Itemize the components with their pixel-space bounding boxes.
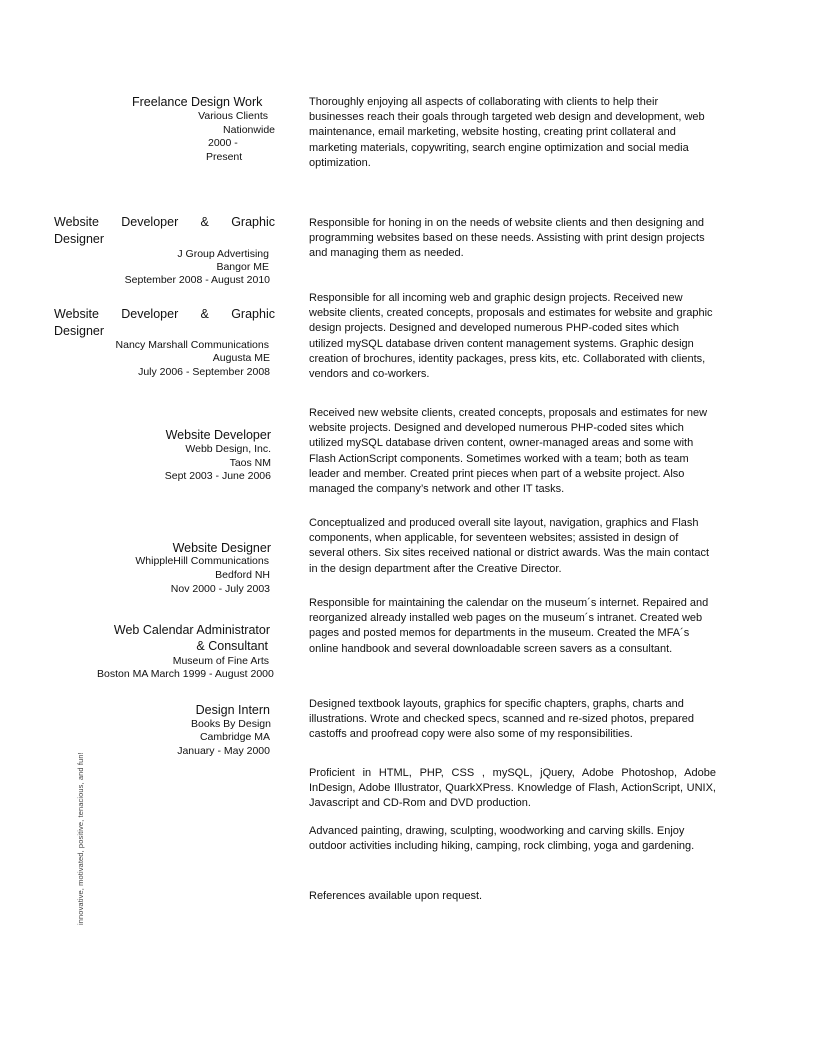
job-title: Design Intern: [195, 703, 270, 717]
job-description: Conceptualized and produced overall site layout, navigation, graphics and Flash components, when applicable, for seventeen websites; assisted in design of several others. Six sites received national or district awards. Was the main contact in the design department after the Creative Director.: [309, 517, 710, 575]
company-name: Webb Design, Inc.: [185, 443, 271, 455]
job-location: Augusta ME: [212, 352, 270, 364]
job-location: Taos NM: [229, 457, 271, 469]
skills-text: Proficient in HTML, PHP, CSS , mySQL, jQuery, Adobe Photoshop, Adobe InDesign, Adobe Illustrator, QuarkXPress. Knowledge of Flash, ActionScript, UNIX, Javascript and CD-Rom and DVD production.: [309, 767, 716, 810]
job-title: Website Developer: [165, 428, 271, 442]
job-title: Web Calendar Administrator: [113, 623, 270, 637]
job-title-line2: & Consultant: [196, 639, 268, 653]
job-title-word: &: [200, 215, 209, 229]
job-title: [54, 306, 275, 340]
job-title-line2: Designer: [54, 324, 105, 338]
job-location: Bangor ME: [216, 261, 269, 273]
job-location-dates: Boston MA March 1999 - August 2000: [97, 668, 274, 680]
company-name: Various Clients: [198, 110, 268, 122]
job-description: Responsible for honing in on the needs of website clients and then designing and programming websites based on these needs. Assisting with print design projects and managing them as needed.: [309, 217, 705, 260]
job-title: Freelance Design Work: [132, 95, 263, 109]
job-description: Received new website clients, created concepts, proposals and estimates for new website projects. Designed and developed numerous PHP-coded sites which utilized mySQL database driven content, owner-managed areas and some with Flash ActionScript components. Sometimes worked with a team; both as team leader and member. Created print pieces when part of a website project. Also managed the company’s network and other IT tasks.: [309, 407, 708, 496]
job-description: Responsible for maintaining the calendar on the museum´s internet. Repaired and reorganized already installed web pages on the museum´s intranet. Created web pages and posted memos for departments in the museum. Created the MFA´s online handbook and several downloadable screen savers as a consultant.: [309, 597, 709, 655]
company-name: J Group Advertising: [177, 248, 269, 260]
job-dates: Nov 2000 - July 2003: [170, 583, 270, 595]
job-dates: September 2008 - August 2010: [124, 274, 270, 286]
job-title-word: Developer: [121, 215, 179, 229]
company-name: WhippleHill Communications: [135, 555, 269, 567]
job-dates: July 2006 - September 2008: [138, 366, 270, 378]
company-name: Museum of Fine Arts: [172, 655, 269, 667]
job-dates: Sept 2003 - June 2006: [164, 470, 271, 482]
job-title-word: Developer: [121, 307, 179, 321]
job-title-word: Graphic: [231, 307, 275, 321]
job-title-word: Graphic: [231, 215, 275, 229]
tagline-vertical: innovative, motivated, positive, tenacious, and fun!: [76, 752, 85, 925]
job-title-word: Website: [54, 215, 99, 229]
job-description: Responsible for all incoming web and graphic design projects. Received new website clients, created concepts, proposals and estimates for website and graphic design projects. Designed and developed numerous PHP-coded sites which utilized mySQL database driven content management systems. Graphic design creation of brochures, identity packages, press kits, etc. Collaborated with clients, vendors and co-workers.: [309, 292, 713, 381]
job-title-word: &: [200, 307, 209, 321]
job-location: Nationwide: [223, 124, 275, 136]
job-dates: January - May 2000: [177, 745, 270, 757]
company-name: Nancy Marshall Communications: [115, 339, 269, 351]
job-title: [54, 214, 275, 248]
job-description: Designed textbook layouts, graphics for specific chapters, graphs, charts and illustrations. Wrote and checked specs, scanned and re-sized photos, prepared castoffs and proofread copy were also some of my responsibilities.: [309, 698, 695, 741]
references-text: References available upon request.: [309, 890, 483, 902]
job-dates-start: 2000 -: [208, 137, 238, 149]
job-title-line2: Designer: [54, 232, 105, 246]
job-title: Website Designer: [172, 541, 271, 555]
job-location: Bedford NH: [215, 569, 270, 581]
job-description: Thoroughly enjoying all aspects of collaborating with clients to help their businesses reach their goals through targeted web design and development, web maintenance, email marketing, website hosting, creating print collateral and marketing materials, copywriting, search engine optimization and social media optimization.: [309, 96, 705, 169]
job-dates-end: Present: [206, 151, 243, 163]
job-location: Cambridge MA: [199, 731, 270, 743]
company-name: Books By Design: [191, 718, 271, 730]
job-title-word: Website: [54, 307, 99, 321]
interests-text: Advanced painting, drawing, sculpting, woodworking and carving skills. Enjoy outdoor activities including hiking, camping, rock climbing, yoga and gardening.: [309, 825, 695, 853]
